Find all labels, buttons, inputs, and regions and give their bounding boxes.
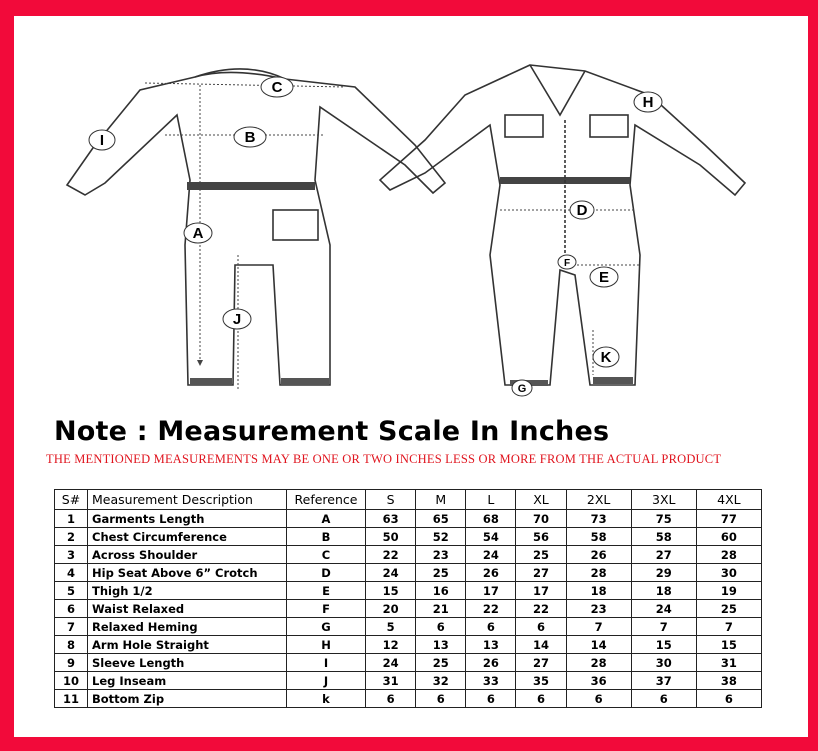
table-row: [55, 690, 762, 708]
table-cell: 19: [696, 582, 761, 600]
table-cell: 32: [416, 672, 466, 690]
table-cell: 7: [696, 618, 761, 636]
table-cell: k: [287, 690, 366, 708]
table-cell: 27: [516, 654, 566, 672]
table-cell: 25: [696, 600, 761, 618]
table-cell: Hip Seat Above 6” Crotch: [88, 564, 287, 582]
header-cell: 2XL: [566, 490, 631, 510]
table-cell: 15: [631, 636, 696, 654]
table-cell: 70: [516, 510, 566, 528]
table-row: [55, 654, 762, 672]
table-cell: G: [287, 618, 366, 636]
table-cell: 8: [55, 636, 88, 654]
table-cell: 6: [466, 690, 516, 708]
table-cell: 4: [55, 564, 88, 582]
table-cell: 75: [631, 510, 696, 528]
svg-text:G: G: [517, 383, 527, 395]
table-cell: 36: [566, 672, 631, 690]
table-cell: 9: [55, 654, 88, 672]
table-cell: 35: [516, 672, 566, 690]
table-row: [55, 546, 762, 564]
table-cell: 29: [631, 564, 696, 582]
front-view-garment: [380, 65, 745, 386]
table-cell: 65: [416, 510, 466, 528]
table-cell: 5: [55, 582, 88, 600]
table-cell: 18: [631, 582, 696, 600]
table-row: [55, 564, 762, 582]
svg-text:K: K: [600, 349, 612, 366]
label-b: [234, 127, 266, 147]
table-cell: 6: [696, 690, 761, 708]
table-cell: 14: [566, 636, 631, 654]
table-cell: 17: [516, 582, 566, 600]
table-cell: 22: [516, 600, 566, 618]
table-cell: 6: [631, 690, 696, 708]
note-heading: Note : Measurement Scale In Inches: [54, 416, 610, 447]
table-cell: 25: [416, 654, 466, 672]
table-cell: 22: [466, 600, 516, 618]
table-cell: 28: [566, 654, 631, 672]
svg-text:I: I: [99, 132, 105, 149]
table-cell: 20: [366, 600, 416, 618]
table-cell: 25: [516, 546, 566, 564]
table-cell: 26: [466, 654, 516, 672]
table-cell: 10: [55, 672, 88, 690]
table-cell: 15: [366, 582, 416, 600]
table-cell: B: [287, 528, 366, 546]
table-cell: Bottom Zip: [88, 690, 287, 708]
table-cell: 6: [416, 690, 466, 708]
table-cell: 17: [466, 582, 516, 600]
table-cell: 30: [631, 654, 696, 672]
table-cell: F: [287, 600, 366, 618]
table-cell: 25: [416, 564, 466, 582]
table-cell: 13: [466, 636, 516, 654]
label-a: [184, 223, 212, 243]
table-cell: 26: [566, 546, 631, 564]
header-cell: L: [466, 490, 516, 510]
table-cell: Leg Inseam: [88, 672, 287, 690]
table-cell: 6: [466, 618, 516, 636]
table-cell: 6: [516, 690, 566, 708]
table-cell: 24: [366, 564, 416, 582]
label-f: [558, 255, 576, 269]
table-cell: 23: [416, 546, 466, 564]
label-h: [634, 92, 662, 112]
table-cell: 6: [516, 618, 566, 636]
table-row: [55, 600, 762, 618]
table-cell: 28: [696, 546, 761, 564]
table-cell: Thigh 1/2: [88, 582, 287, 600]
label-g: [512, 380, 532, 396]
label-i: [89, 130, 115, 150]
table-cell: 24: [466, 546, 516, 564]
header-cell: XL: [516, 490, 566, 510]
table-cell: 6: [566, 690, 631, 708]
table-cell: Arm Hole Straight: [88, 636, 287, 654]
table-cell: 24: [631, 600, 696, 618]
table-cell: 37: [631, 672, 696, 690]
table-cell: 30: [696, 564, 761, 582]
table-row: [55, 528, 762, 546]
table-cell: 68: [466, 510, 516, 528]
table-cell: I: [287, 654, 366, 672]
table-cell: Garments Length: [88, 510, 287, 528]
table-row: [55, 582, 762, 600]
table-cell: 31: [366, 672, 416, 690]
svg-text:H: H: [642, 94, 654, 111]
table-cell: 21: [416, 600, 466, 618]
table-cell: 52: [416, 528, 466, 546]
table-cell: 33: [466, 672, 516, 690]
size-chart-table: [54, 489, 762, 708]
table-cell: 5: [366, 618, 416, 636]
svg-text:D: D: [576, 202, 588, 219]
table-cell: 26: [466, 564, 516, 582]
svg-text:A: A: [192, 225, 204, 242]
header-cell: Reference: [287, 490, 366, 510]
table-cell: 77: [696, 510, 761, 528]
table-cell: 24: [366, 654, 416, 672]
table-cell: 28: [566, 564, 631, 582]
table-cell: Relaxed Heming: [88, 618, 287, 636]
label-d: [570, 201, 594, 219]
header-cell: S: [366, 490, 416, 510]
table-cell: Waist Relaxed: [88, 600, 287, 618]
table-cell: 15: [696, 636, 761, 654]
table-cell: 12: [366, 636, 416, 654]
table-cell: 63: [366, 510, 416, 528]
label-j: [223, 309, 251, 329]
table-cell: 31: [696, 654, 761, 672]
table-row: [55, 636, 762, 654]
table-cell: C: [287, 546, 366, 564]
table-cell: 54: [466, 528, 516, 546]
table-cell: 18: [566, 582, 631, 600]
table-row: [55, 618, 762, 636]
table-cell: 16: [416, 582, 466, 600]
table-cell: H: [287, 636, 366, 654]
table-cell: 22: [366, 546, 416, 564]
table-cell: 7: [55, 618, 88, 636]
table-cell: Across Shoulder: [88, 546, 287, 564]
table-cell: 27: [631, 546, 696, 564]
table-header-row: [55, 490, 762, 510]
table-cell: 11: [55, 690, 88, 708]
table-cell: 58: [631, 528, 696, 546]
header-cell: M: [416, 490, 466, 510]
coverall-diagram: [45, 55, 775, 405]
table-cell: A: [287, 510, 366, 528]
header-cell: S#: [55, 490, 88, 510]
table-cell: 7: [631, 618, 696, 636]
label-e: [590, 267, 618, 287]
table-cell: 27: [516, 564, 566, 582]
table-cell: D: [287, 564, 366, 582]
table-cell: 6: [416, 618, 466, 636]
svg-text:C: C: [271, 79, 283, 96]
table-cell: 60: [696, 528, 761, 546]
table-cell: 58: [566, 528, 631, 546]
table-cell: Sleeve Length: [88, 654, 287, 672]
table-cell: 14: [516, 636, 566, 654]
svg-text:B: B: [244, 129, 256, 146]
table-cell: 6: [366, 690, 416, 708]
svg-text:J: J: [232, 311, 242, 328]
table-cell: 3: [55, 546, 88, 564]
label-c: [261, 77, 293, 97]
table-row: [55, 672, 762, 690]
header-cell: 4XL: [696, 490, 761, 510]
table-cell: 1: [55, 510, 88, 528]
svg-text:F: F: [563, 258, 571, 269]
table-cell: 13: [416, 636, 466, 654]
header-cell: Measurement Description: [88, 490, 287, 510]
table-cell: Chest Circumference: [88, 528, 287, 546]
table-cell: E: [287, 582, 366, 600]
table-cell: 50: [366, 528, 416, 546]
table-cell: 73: [566, 510, 631, 528]
table-row: [55, 510, 762, 528]
table-cell: 56: [516, 528, 566, 546]
back-view-garment: [67, 69, 445, 385]
header-cell: 3XL: [631, 490, 696, 510]
table-cell: 7: [566, 618, 631, 636]
table-cell: 2: [55, 528, 88, 546]
table-cell: J: [287, 672, 366, 690]
disclaimer-text: THE MENTIONED MEASUREMENTS MAY BE ONE OR TWO INCHES LESS OR MORE FROM THE ACTUAL PRODUCT: [46, 452, 722, 466]
table-cell: 6: [55, 600, 88, 618]
table-cell: 38: [696, 672, 761, 690]
svg-text:E: E: [598, 269, 610, 286]
table-cell: 23: [566, 600, 631, 618]
label-k: [593, 347, 619, 367]
